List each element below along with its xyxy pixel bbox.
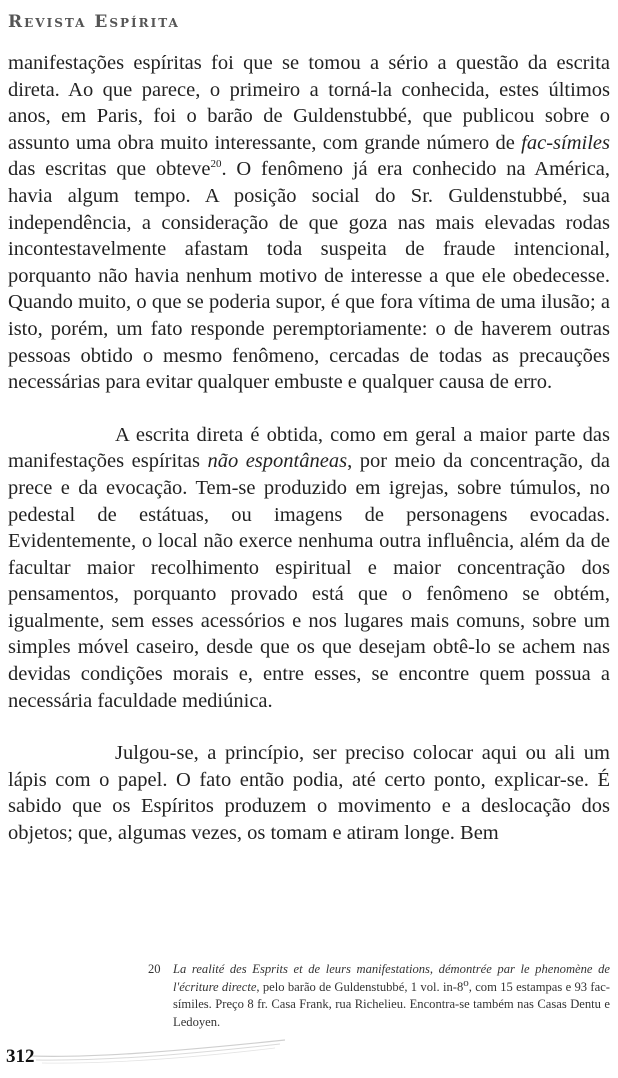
italic-term-nao-espontaneas: não espontâneas <box>207 450 348 473</box>
italic-term-fac-similes: fac-símiles <box>521 131 610 154</box>
running-title: Revista Espírita <box>8 12 180 32</box>
paragraph-2 <box>8 422 610 715</box>
decorative-swoosh-icon <box>30 1028 290 1068</box>
footnote-text-b: , com 15 estampas e 93 fac-símiles. Preço 8 fr. Casa Frank, rua Richelieu. Encontra-se também nas Casas Dentu e Ledoyen. <box>173 979 610 1029</box>
page-number: 312 <box>6 1046 35 1067</box>
footnote-number: 20 <box>148 962 161 976</box>
footnote <box>148 961 610 1031</box>
paragraph-1-text-b: das escritas que obteve <box>8 158 211 181</box>
footnote-ordinal: o <box>463 976 469 989</box>
main-text <box>8 50 610 847</box>
paragraph-2-text-b: , por meio da concentração, da prece e da evocação. Tem-se produzido em igrejas, sobre túmulos, no pedestal de estátuas, ou imagens de personagens evocadas. Evidentemente, o local não exerce nenhuma outra influência, além da de facultar maior recolhimento espiritual e maior concentração dos pensamentos, porquanto provado está que o fenômeno se obtém, igualmente, sem esses acessórios e nos lugares mais comuns, sobre um simples móvel caseiro, desde que os que desejam obtê-lo se achem nas devidas condições morais e, entre esses, se encontre quem possua a necessária faculdade mediúnica. <box>8 450 610 712</box>
paragraph-1-text-a: manifestações espíritas foi que se tomou a sério a questão da escrita direta. Ao que parece, o primeiro a torná-la conhecida, estes últimos anos, em Paris, foi o barão de Guldenstubbé, que publicou sobre o assunto uma obra muito interessante, com grande número de <box>8 52 610 154</box>
paragraph-3: Julgou-se, a princípio, ser preciso colocar aqui ou ali um lápis com o papel. O fato então podia, até certo ponto, explicar-se. É sabido que os Espíritos produzem o movimento e a deslocação dos objetos; que, algumas vezes, os tomam e atiram longe. Bem <box>8 742 610 845</box>
footnote-text-a: , pelo barão de Guldenstubbé, 1 vol. in-8 <box>256 979 464 994</box>
paragraph-1-text-c: . O fenômeno já era conhecido na América, havia algum tempo. A posição social do Sr. Guldenstubbé, sua independência, a consideração de que goza nas mais elevadas rodas incontestavelmente afastam toda suspeita de fraude intencional, porquanto não havia nenhum motivo de interesse a que ele obedecesse. Quando muito, o que se poderia supor, é que fora vítima de uma ilusão; a isto, porém, um fato responde peremptoriamente: o de haverem outras pessoas obtido o mesmo fenômeno, cercadas de todas as precauções necessárias para evitar qualquer embuste e qualquer causa de erro. <box>8 158 610 394</box>
paragraph-2-text-a: A escrita direta é obtida, como em geral a maior parte das manifestações espíritas <box>8 423 610 473</box>
footnote-body <box>173 961 610 1031</box>
footnote-reference[interactable]: 20 <box>210 158 222 171</box>
paragraph-1 <box>8 50 610 396</box>
footnote-book-title: La realité des Esprits et de leurs manifestations, démontrée par le phenomène de l'écriture directe <box>173 962 610 994</box>
